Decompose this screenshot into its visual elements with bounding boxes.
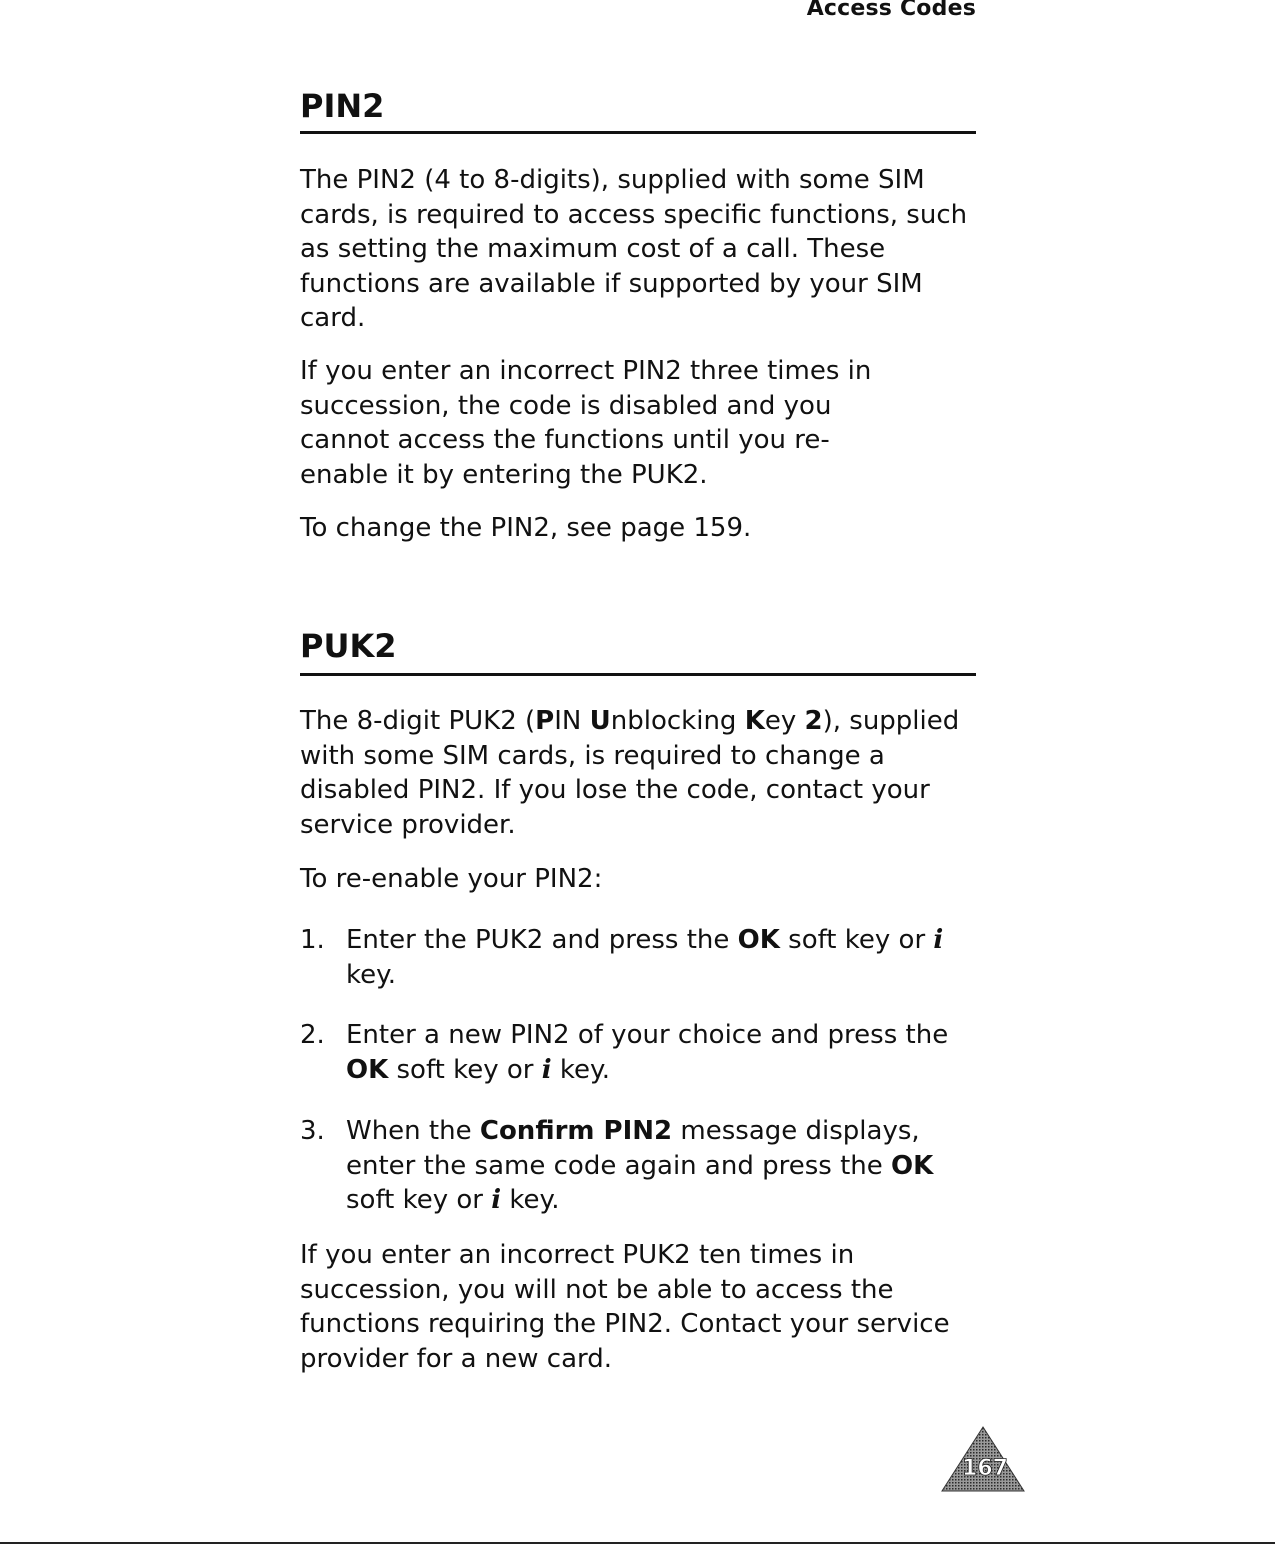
bottom-rule [0, 1542, 1275, 1544]
pin2-paragraph-1: The PIN2 (4 to 8-digits), supplied with some SIM cards, is required to access specific functions, such as setting the maximum cost of a call. These functions are available if supported by your SIM card. [300, 165, 968, 333]
step-text: Enter a new PIN2 of your choice and press the OK soft key or i key. [346, 1020, 949, 1085]
i-key-icon: i [491, 1185, 502, 1215]
step-number: 1. [300, 925, 325, 955]
puk2-intro-paragraph: The 8-digit PUK2 (PIN Unblocking Key 2), supplied with some SIM cards, is required to change a disabled PIN2. If you lose the code, contact your service provider. [300, 706, 960, 840]
puk2-lead-text: To re-enable your PIN2: [300, 864, 603, 894]
puk2-closing-paragraph: If you enter an incorrect PUK2 ten times in succession, you will not be able to access the functions requiring the PIN2. Contact your service provider for a new card. [300, 1240, 950, 1374]
page-number-badge [940, 1425, 1026, 1493]
i-key-icon: i [933, 925, 944, 955]
pin2-paragraph-2: If you enter an incorrect PIN2 three times in succession, the code is disabled and you cannot access the functions until you re-enable it by entering the PUK2. [300, 356, 872, 490]
section-title-pin2: PIN2 [300, 87, 385, 125]
step-text: Enter the PUK2 and press the OK soft key or i key. [346, 925, 944, 990]
running-header: Access Codes [806, 0, 976, 21]
step-number: 3. [300, 1116, 325, 1146]
triangle-icon [940, 1425, 1026, 1493]
pin2-paragraph-3: To change the PIN2, see page 159. [300, 513, 752, 543]
step-text: When the Confirm PIN2 message displays, enter the same code again and press the OK soft key or i key. [346, 1116, 934, 1215]
section-rule [300, 131, 976, 134]
page-number: 167 [962, 1456, 1008, 1481]
step-number: 2. [300, 1020, 325, 1050]
section-title-puk2: PUK2 [300, 627, 397, 665]
section-rule [300, 673, 976, 676]
i-key-icon: i [541, 1054, 552, 1085]
